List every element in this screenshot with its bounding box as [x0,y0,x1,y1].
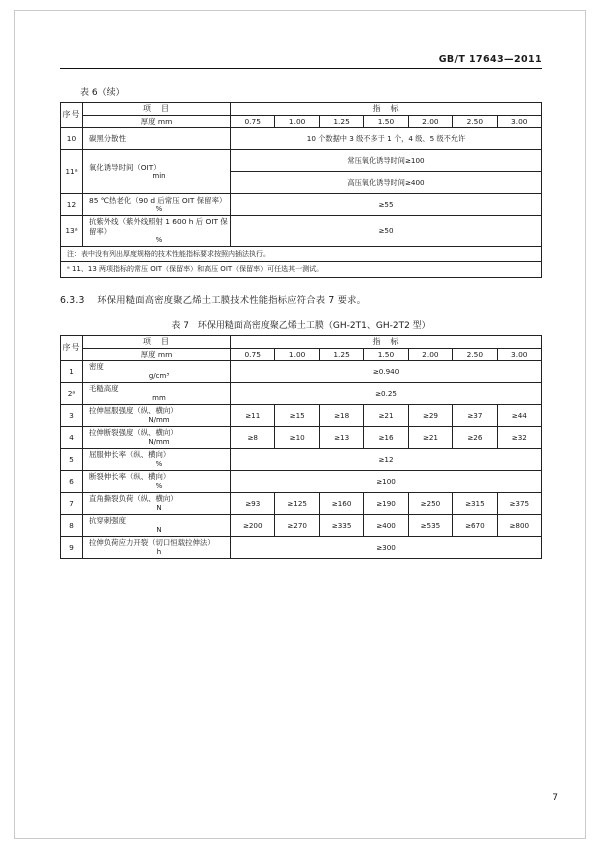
table6-row1-item: 氧化诱导时间（OIT） min [83,150,231,194]
section-heading [60,292,542,306]
table6-thickness-label: 厚度 mm [83,116,231,128]
table6-caption: 表 6（续） [80,88,125,98]
section-text: 环保用糙面高密度聚乙烯土工膜技术性能指标应符合表 7 要求。 [97,294,367,306]
table6-header-sn: 序号 [61,103,83,128]
table7-thickness-5: 2.50 [453,348,497,360]
table7-row6-v2: ≥160 [319,492,363,514]
table6-note-0: 注：表中没有列出厚度规格的技术性能指标要求按照内插法执行。 [61,246,542,262]
table7-row2-v0: ≥11 [231,404,275,426]
table6-row0-value: 10 个数据中 3 级不多于 1 个，4 级、5 级不允许 [231,128,542,150]
table7-row0-sn: 1 [61,360,83,382]
page-content [60,54,542,559]
table7-row8-item: 拉伸负荷应力开裂（切口恒载拉伸法） h [83,536,231,558]
table7-thickness-6: 3.00 [497,348,541,360]
page-header: GB/T 17643—2011 [60,54,542,69]
table7-row8-sn: 9 [61,536,83,558]
table7-row3-v0: ≥8 [231,426,275,448]
table7-thickness-2: 1.25 [319,348,363,360]
table7-row1-sn: 2ᵃ [61,382,83,404]
table7-row1-value: ≥0.25 [231,382,542,404]
table-row [61,492,542,514]
table-row [61,335,542,348]
table6-row2-value: ≥55 [231,194,542,216]
table-row [61,404,542,426]
table7-row2-v1: ≥15 [275,404,319,426]
table6-thickness-4: 2.00 [408,116,452,128]
table7-caption: 表 7 环保用糙面高密度聚乙烯土工膜（GH-2T1、GH-2T2 型） [171,320,431,331]
table7-row4-item: 屈服伸长率（纵、横向） % [83,448,231,470]
table-row [61,116,542,128]
table-row [61,128,542,150]
table7-thickness-4: 2.00 [408,348,452,360]
table7-row6-v1: ≥125 [275,492,319,514]
table6-row3-item: 抗紫外线（紫外线照射 1 600 h 后 OIT 保留率） % [83,216,231,246]
table7-row3-v2: ≥13 [319,426,363,448]
table7-row7-v1: ≥270 [275,514,319,536]
table7-row7-sn: 8 [61,514,83,536]
table7-row2-sn: 3 [61,404,83,426]
table7-row5-value: ≥100 [231,470,542,492]
table-row [61,448,542,470]
table7-row7-v2: ≥335 [319,514,363,536]
table7-row3-v6: ≥32 [497,426,541,448]
table-7 [60,335,542,559]
table-row [61,470,542,492]
table7-row4-sn: 5 [61,448,83,470]
table6-row0-sn: 10 [61,128,83,150]
table6-thickness-5: 2.50 [453,116,497,128]
table7-row3-sn: 4 [61,426,83,448]
table7-row6-v5: ≥315 [453,492,497,514]
table6-thickness-3: 1.50 [364,116,408,128]
table7-row0-value: ≥0.940 [231,360,542,382]
table6-row2-item: 85 ℃热老化（90 d 后常压 OIT 保留率） % [83,194,231,216]
table7-row8-value: ≥300 [231,536,542,558]
table7-row6-item: 直角撕裂负荷（纵、横向） N [83,492,231,514]
table7-row4-value: ≥12 [231,448,542,470]
table6-header-item: 项 目 [83,103,231,116]
table7-row2-item: 拉伸屈服强度（纵、横向） N/mm [83,404,231,426]
table7-row6-v6: ≥375 [497,492,541,514]
table7-row2-v4: ≥29 [408,404,452,426]
table7-row1-item: 毛糙高度 mm [83,382,231,404]
table-row [61,514,542,536]
table7-row5-sn: 6 [61,470,83,492]
table6-row3-sn: 13ᵃ [61,216,83,246]
table6-row2-sn: 12 [61,194,83,216]
table6-thickness-0: 0.75 [231,116,275,128]
table7-row3-v5: ≥26 [453,426,497,448]
table7-row2-v6: ≥44 [497,404,541,426]
table-row [61,103,542,116]
table-row [61,536,542,558]
table7-row6-v4: ≥250 [408,492,452,514]
table-row [61,194,542,216]
table-6 [60,102,542,278]
table-row [61,262,542,278]
table7-row7-v5: ≥670 [453,514,497,536]
table6-row1-value-top: 常压氧化诱导时间≥100 [231,150,542,172]
table7-row7-v0: ≥200 [231,514,275,536]
table7-row6-v0: ≥93 [231,492,275,514]
table7-row7-v3: ≥400 [364,514,408,536]
table-row [61,348,542,360]
table6-header-index: 指 标 [231,103,542,116]
table-row [61,426,542,448]
table7-thickness-0: 0.75 [231,348,275,360]
page-number: 7 [552,793,558,803]
table6-row0-item: 碳黑分散性 [83,128,231,150]
table6-row1-sn: 11ᵃ [61,150,83,194]
table7-row0-item: 密度 g/cm³ [83,360,231,382]
table7-row5-item: 断裂伸长率（纵、横向） % [83,470,231,492]
table7-row3-v3: ≥16 [364,426,408,448]
table7-thickness-1: 1.00 [275,348,319,360]
table7-row6-sn: 7 [61,492,83,514]
table-row [61,360,542,382]
table7-row2-v2: ≥18 [319,404,363,426]
table7-thickness-label: 厚度 mm [83,348,231,360]
table6-row1-value-bottom: 高压氧化诱导时间≥400 [231,172,542,194]
table7-row2-v5: ≥37 [453,404,497,426]
table7-header-item: 项 目 [83,335,231,348]
table-row [61,150,542,172]
table7-header-sn: 序号 [61,335,83,360]
table7-row7-item: 抗穿刺强度 N [83,514,231,536]
table7-header-index: 指 标 [231,335,542,348]
table7-row2-v3: ≥21 [364,404,408,426]
table6-note-1: ᵃ 11、13 两项指标的常压 OIT（保留率）和高压 OIT（保留率）可任选其一测试。 [61,262,542,278]
table-row [61,246,542,262]
table7-row6-v3: ≥190 [364,492,408,514]
table-row [61,216,542,246]
table7-row7-v6: ≥800 [497,514,541,536]
table7-row3-v1: ≥10 [275,426,319,448]
table6-thickness-6: 3.00 [497,116,541,128]
table6-row3-value: ≥50 [231,216,542,246]
table6-thickness-2: 1.25 [319,116,363,128]
table7-row3-item: 拉伸断裂强度（纵、横向） N/mm [83,426,231,448]
section-number: 6.3.3 [60,294,85,306]
table-row [61,382,542,404]
table6-thickness-1: 1.00 [275,116,319,128]
table7-thickness-3: 1.50 [364,348,408,360]
table7-row3-v4: ≥21 [408,426,452,448]
table7-row7-v4: ≥535 [408,514,452,536]
